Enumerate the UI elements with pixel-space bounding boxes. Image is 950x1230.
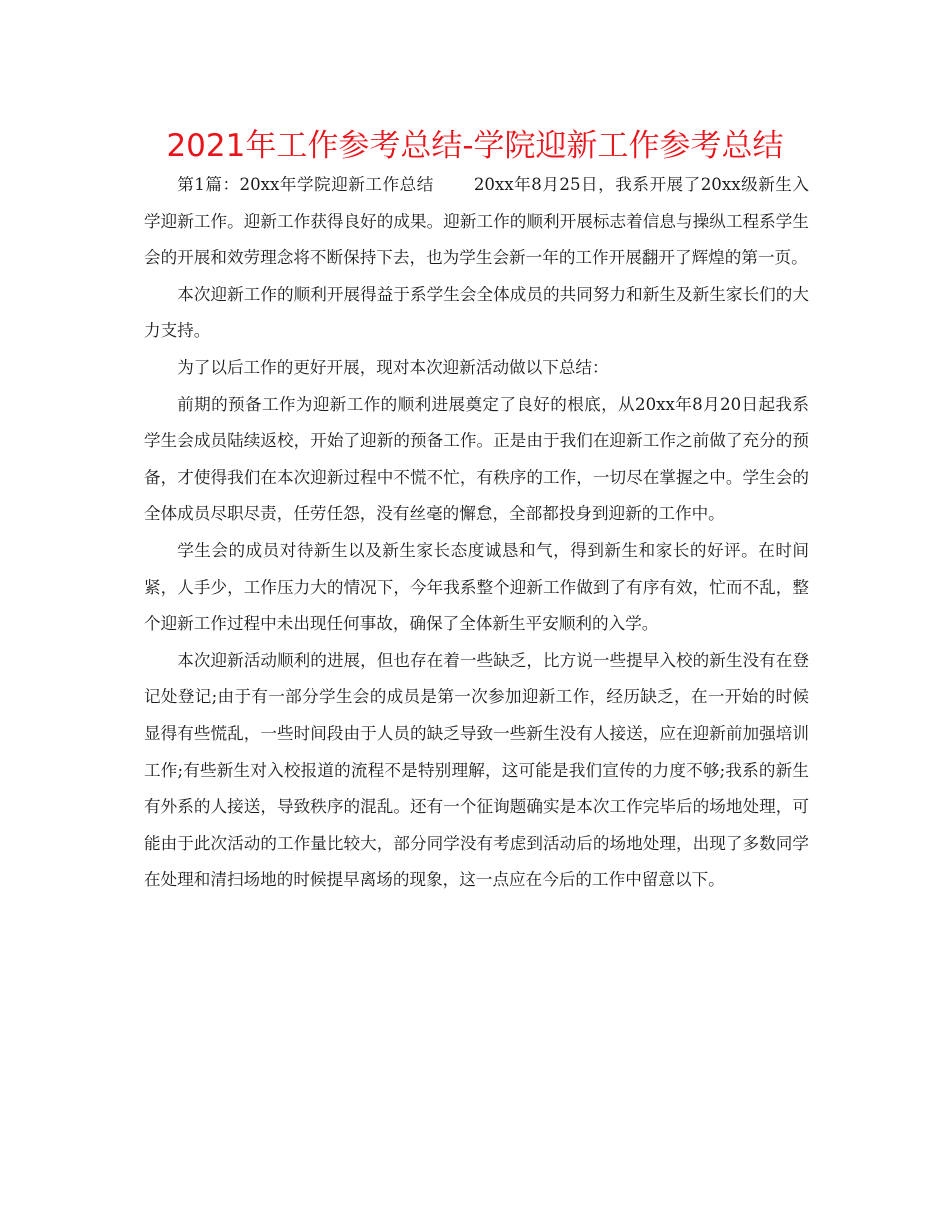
paragraph-5: 学生会的成员对待新生以及新生家长态度诚恳和气，得到新生和家长的好评。在时间紧，人手少，工作压力大的情况下，今年我系整个迎新工作做到了有序有效，忙而不乱，整个迎新工作过程中未出现任何事故，确保了全体新生平安顺利的入学。 — [144, 540, 809, 634]
document-body — [144, 167, 809, 899]
paragraph-1-lead: 第1篇：20xx年学院迎新工作总结 — [177, 175, 434, 194]
paragraph-2: 本次迎新工作的顺利开展得益于系学生会全体成员的共同努力和新生及新生家长们的大力支持。 — [144, 284, 809, 341]
paragraph-4: 前期的预备工作为迎新工作的顺利进展奠定了良好的根底，从20xx年8月20日起我系学生会成员陆续返校，开始了迎新的预备工作。正是由于我们在迎新工作之前做了充分的预备，才使得我们在本次迎新过程中不慌不忙，有秩序的工作，一切尽在掌握之中。学生会的全体成员尽职尽责，任劳任怨，没有丝毫的懈怠，全部都投身到迎新的工作中。 — [144, 394, 809, 524]
paragraph-6: 本次迎新活动顺利的进展，但也存在着一些缺乏，比方说一些提早入校的新生没有在登记处登记;由于有一部分学生会的成员是第一次参加迎新工作，经历缺乏，在一开始的时候显得有些慌乱，一些时间段由于人员的缺乏导致一些新生没有人接送，应在迎新前加强培训工作;有些新生对入校报道的流程不是特别理解，这可能是我们宣传的力度不够;我系的新生有外系的人接送，导致秩序的混乱。还有一个征询题确实是本次工作完毕后的场地处理，可能由于此次活动的工作量比较大，部分同学没有考虑到活动后的场地处理，出现了多数同学在处理和清扫场地的时候提早离场的现象，这一点应在今后的工作中留意以下。 — [144, 650, 809, 890]
paragraph-1 — [144, 167, 809, 277]
paragraph-3: 为了以后工作的更好开展，现对本次迎新活动做以下总结： — [177, 357, 609, 377]
paragraph-1-text: 20xx年8月25日，我系开展了20xx级新生入学迎新工作。迎新工作获得良好的成果。迎新工作的顺利开展标志着信息与操纵工程系学生会的开展和效劳理念将不断保持下去，也为学生会新一年的工作开展翻开了辉煌的第一页。 — [144, 175, 809, 268]
document-title: 2021年工作参考总结-学院迎新工作参考总结 — [166, 128, 784, 164]
